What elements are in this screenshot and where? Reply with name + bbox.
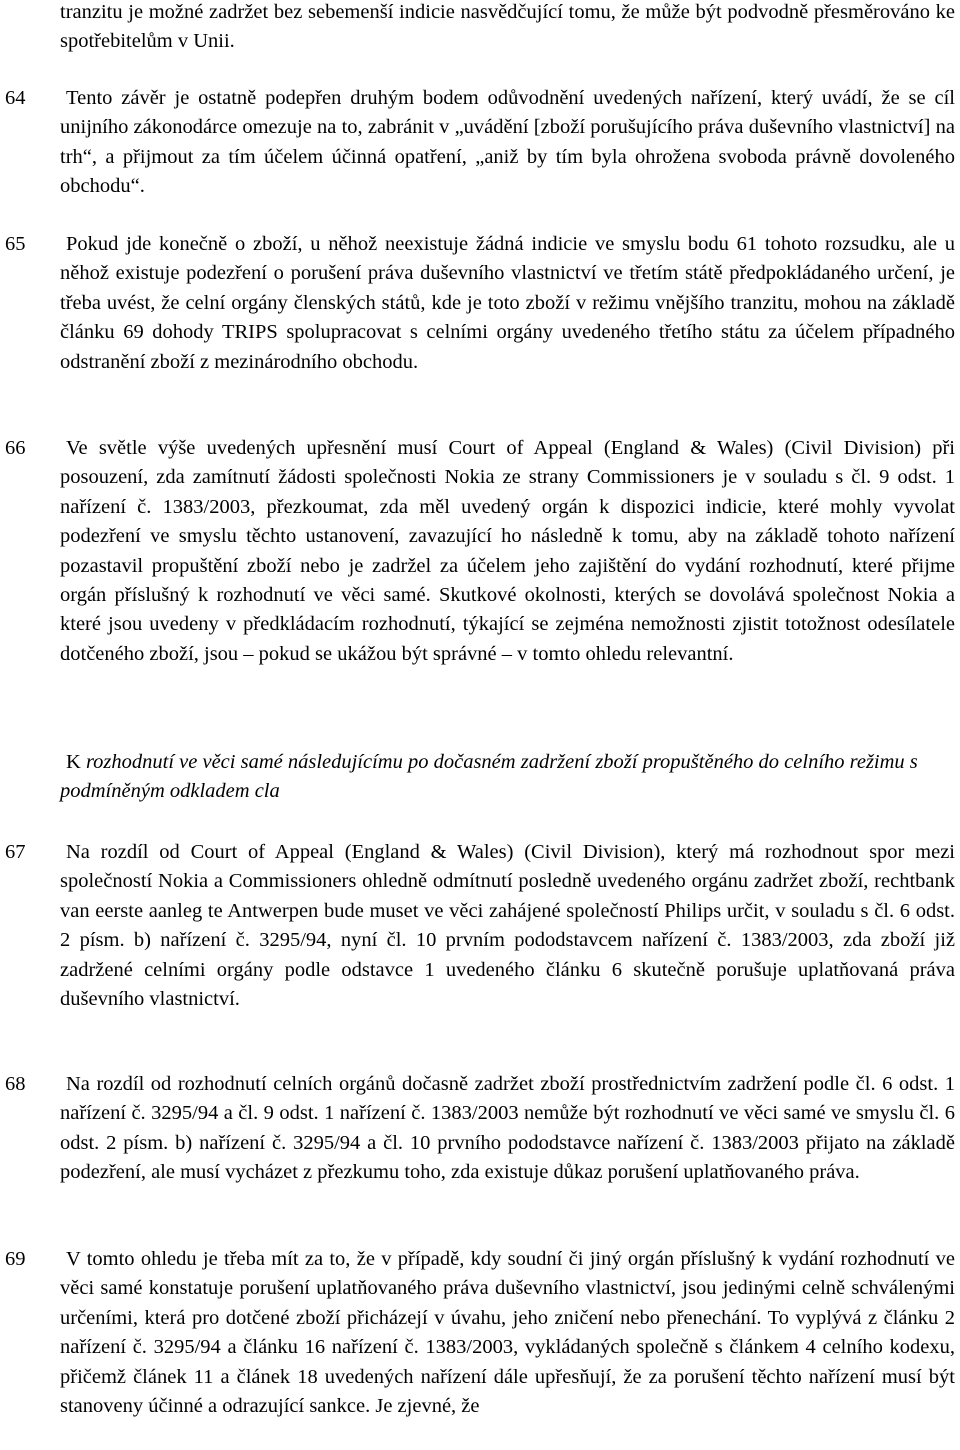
section-heading-lead: K [66, 751, 81, 773]
paragraph-69-text: V tomto ohledu je třeba mít za to, že v případě, kdy soudní či jiný orgán příslušný k vydání rozhodnutí ve věci samé konstatuje porušení uplatňovaného práva duševního vlastnictví, jsou jedinými celně schválenými určeními, která pro dotčené zboží přicházejí v úvahu, jeho zničení nebo přenechání. To vyplývá z článku 2 nařízení č. 3295/94 a článku 16 nařízení č. 1383/2003, vykládaných společně s článkem 4 celního kodexu, přičemž článek 11 a článek 18 uvedených nařízení dále upřesňují, že za porušení těchto nařízení musí být stanoveny účinné a odrazující sankce. Je zjevné, že [60, 1248, 955, 1418]
paragraph-67-text: Na rozdíl od Court of Appeal (England & Wales) (Civil Division), který má rozhodnout spor mezi společností Nokia a Commissioners ohledně odmítnutí posledně uvedeného orgánu zadržet zboží, rechtbank van eerste aanleg te Antwerpen bude muset ve věci zahájené společností Philips určit, v souladu s čl. 6 odst. 2 písm. b) nařízení č. 3295/94, nyní čl. 10 prvním pododstavcem nařízení č. 1383/2003, zda zboží již zadržené celními orgány podle odstavce 1 uvedeného článku 6 skutečně porušuje uplatňovaná práva duševního vlastnictví. [60, 841, 955, 1011]
paragraph-68-text: Na rozdíl od rozhodnutí celních orgánů dočasně zadržet zboží prostřednictvím zadržení podle čl. 6 odst. 1 nařízení č. 3295/94 a čl. 9 odst. 1 nařízení č. 1383/2003 nemůže být rozhodnutí ve věci samé ve smyslu čl. 6 odst. 2 písm. b) nařízení č. 3295/94 a čl. 10 prvního pododstavce nařízení č. 1383/2003 přijato na základě podezření, ale musí vycházet z přezkumu toho, zda existuje důkaz porušení uplatňovaného práva. [60, 1073, 955, 1184]
paragraph-66-text: Ve světle výše uvedených upřesnění musí Court of Appeal (England & Wales) (Civil Division) při posouzení, zda zamítnutí žádosti společnosti Nokia ze strany Commissioners je v souladu s čl. 9 odst. 1 nařízení č. 1383/2003, přezkoumat, zda měl uvedený orgán k dispozici indicie, které mohly vyvolat podezření ve smyslu těchto ustanovení, zavazující ho následně k tomu, aby na základě tohoto nařízení pozastavil propuštění zboží nebo je zadržel za účelem jeho zajištění do vydání rozhodnutí, které přijme orgán příslušný k rozhodnutí ve věci samé. Skutkové okolnosti, kterých se dovolává společnost Nokia a které jsou uvedeny v předkládacím rozhodnutí, týkající se zejména nemožnosti zjistit totožnost odesílatele dotčeného zboží, jsou – pokud se ukážou být správné – v tomto ohledu relevantní. [60, 437, 955, 665]
paragraph-68-number: 68 [5, 1073, 26, 1095]
paragraph-64-text: Tento závěr je ostatně podepřen druhým bodem odůvodnění uvedených nařízení, který uvádí, že se cíl unijního zákonodárce omezuje na to, zabránit v „uvádění [zboží porušujícího práva duševního vlastnictví] na trh“, a přijmout za tím účelem účinná opatření, „aniž by tím byla ohrožena svoboda právně dovoleného obchodu“. [60, 87, 955, 198]
paragraph-67-number: 67 [5, 841, 26, 863]
paragraph-65-text: Pokud jde konečně o zboží, u něhož neexistuje žádná indicie ve smyslu bodu 61 tohoto rozsudku, ale u něhož existuje podezření o porušení práva duševního vlastnictví ve třetím státě předpokládaného určení, je třeba uvést, že celní orgány členských států, kde je toto zboží v režimu vnějšího tranzitu, mohou na základě článku 69 dohody TRIPS spolupracovat s celními orgány uvedeného třetího státu za účelem případného odstranění zboží z mezinárodního obchodu. [60, 233, 955, 373]
paragraph-69-number: 69 [5, 1248, 26, 1270]
paragraph-64-number: 64 [5, 87, 26, 109]
section-heading [60, 748, 955, 807]
section-heading-text: rozhodnutí ve věci samé následujícímu po dočasném zadržení zboží propuštěného do celního režimu s podmíněným odkladem cla [60, 751, 918, 803]
paragraph-65-number: 65 [5, 233, 26, 255]
paragraph-66-number: 66 [5, 437, 26, 459]
paragraph-continuation-text: tranzitu je možné zadržet bez sebemenší indicie nasvědčující tomu, že může být podvodně přesměrováno ke spotřebitelům v Unii. [60, 1, 955, 53]
